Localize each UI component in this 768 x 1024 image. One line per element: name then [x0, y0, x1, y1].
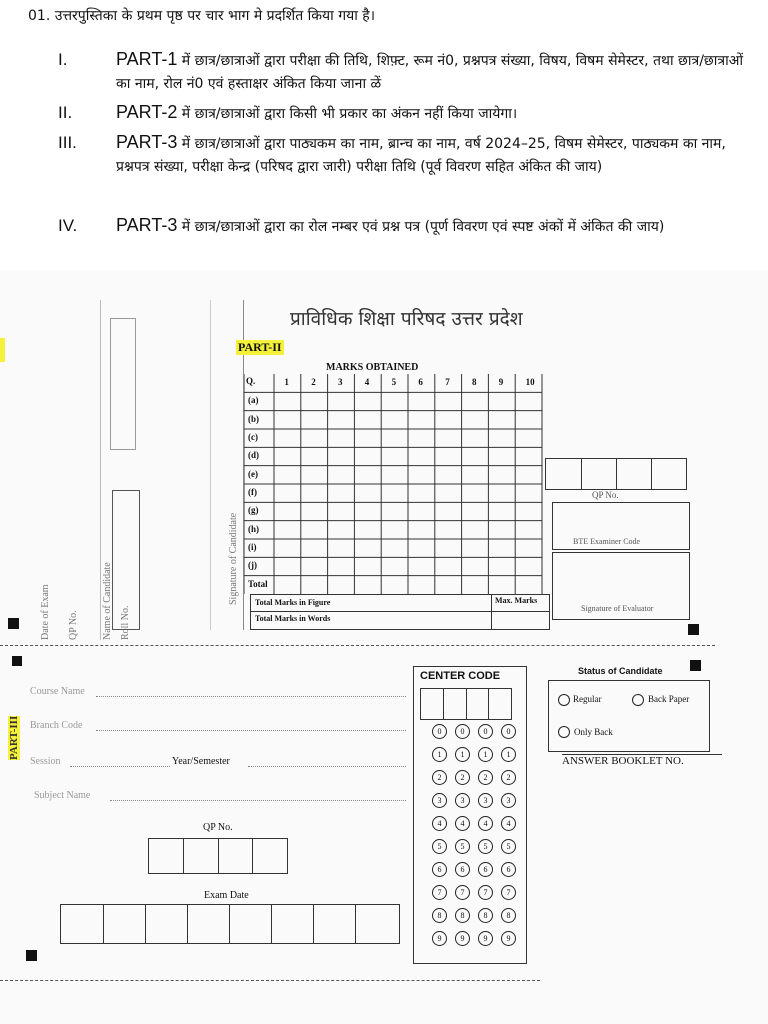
question-number: 6	[418, 377, 423, 387]
session-label: Session	[30, 756, 61, 767]
cut-line	[0, 980, 540, 981]
examiner-code-box[interactable]	[552, 502, 690, 550]
center-code-bubble[interactable]: 6	[432, 862, 447, 877]
item-text: में छात्र/छात्राओं द्वारा परीक्षा की तिथि, शिफ़्ट, रूम नं0, प्रश्नपत्र संख्या, विषय, विषम सेमेस्टर, तथा छात्र/छात्राओं का नाम, रोल नं0 एवं हस्ताक्षर अंकित किया जाना ळें	[116, 53, 744, 92]
center-code-bubble[interactable]: 0	[455, 724, 470, 739]
marks-grid-lines	[244, 374, 546, 594]
center-code-bubble[interactable]: 1	[501, 747, 516, 762]
center-code-bubble[interactable]: 2	[432, 770, 447, 785]
total-words-label: Total Marks in Words	[255, 614, 331, 623]
center-code-bubble[interactable]: 9	[478, 931, 493, 946]
branch-code-label: Branch Code	[30, 720, 83, 731]
center-code-bubble[interactable]: 6	[478, 862, 493, 877]
row-label: (d)	[248, 450, 259, 461]
highlight-mark	[0, 338, 5, 362]
row-label: (f)	[248, 487, 257, 497]
registration-mark	[8, 618, 19, 629]
left-vert-label-1: QP No.	[68, 610, 79, 640]
center-code-bubble[interactable]: 8	[501, 908, 516, 923]
marks-totals-box	[250, 594, 550, 630]
session-field[interactable]	[70, 766, 170, 767]
year-semester-field[interactable]	[248, 766, 406, 767]
row-label: (g)	[248, 505, 259, 516]
instruction-item-4	[58, 214, 748, 239]
row-label: Total	[248, 578, 268, 589]
regular-label: Regular	[573, 694, 602, 704]
row-label: (j)	[248, 560, 257, 571]
sheet-header: प्राविधिक शिक्षा परिषद उत्तर प्रदेश	[290, 308, 523, 330]
center-code-bubble[interactable]: 6	[501, 862, 516, 877]
course-name-label: Course Name	[30, 686, 85, 697]
center-code-bubble[interactable]: 7	[478, 885, 493, 900]
center-code-bubble[interactable]: 4	[455, 816, 470, 831]
only-back-label: Only Back	[574, 727, 613, 737]
question-number: 3	[338, 377, 343, 387]
item-numeral: IV.	[58, 216, 78, 235]
roll-no-boxes[interactable]	[112, 490, 140, 630]
item-numeral: II.	[58, 103, 73, 122]
center-code-bubble[interactable]: 9	[455, 931, 470, 946]
instruction-item-2	[58, 101, 748, 126]
subject-name-label: Subject Name	[34, 790, 91, 801]
registration-mark	[690, 660, 701, 671]
center-code-bubble[interactable]: 5	[432, 839, 447, 854]
part3-tag: PART-III	[8, 715, 20, 760]
name-candidate-label: Name of Candidate	[102, 562, 113, 640]
roll-no-label: Roll No.	[120, 605, 131, 640]
question-number: 8	[472, 377, 477, 387]
registration-mark	[26, 950, 37, 961]
item-part: PART-2	[116, 102, 178, 122]
instruction-heading: 01. उत्तरपुस्तिका के प्रथम पृष्ठ पर चार भाग मे प्रदर्शित किया गया है।	[28, 8, 376, 24]
center-code-bubble[interactable]: 9	[501, 931, 516, 946]
exam-date-label: Exam Date	[204, 890, 249, 901]
center-code-bubble[interactable]: 4	[432, 816, 447, 831]
center-code-bubble[interactable]: 5	[501, 839, 516, 854]
signature-candidate-label: Signature of Candidate	[228, 512, 239, 605]
course-name-field[interactable]	[96, 696, 406, 697]
question-number: 10	[525, 377, 535, 387]
center-code-bubble[interactable]: 0	[432, 724, 447, 739]
status-title: Status of Candidate	[578, 666, 663, 676]
center-code-bubble[interactable]: 7	[455, 885, 470, 900]
center-code-bubble[interactable]: 9	[432, 931, 447, 946]
question-number: 5	[391, 377, 397, 387]
subject-name-field[interactable]	[110, 800, 406, 801]
center-code-bubble[interactable]: 8	[432, 908, 447, 923]
item-numeral: III.	[58, 133, 77, 152]
center-code-bubble[interactable]: 5	[455, 839, 470, 854]
qp-no-boxes[interactable]	[545, 458, 687, 490]
cut-line	[0, 645, 715, 646]
answer-booklet-label: ANSWER BOOKLET NO.	[562, 754, 722, 767]
center-code-bubble[interactable]: 1	[478, 747, 493, 762]
item-part: PART-1	[116, 49, 178, 69]
center-code-bubble[interactable]: 2	[501, 770, 516, 785]
center-code-boxes[interactable]	[420, 688, 512, 720]
center-code-bubble[interactable]: 1	[432, 747, 447, 762]
item-text: में छात्र/छात्राओं द्वारा का रोल नम्बर एवं प्रश्न पत्र (पूर्ण विवरण एवं स्पष्ट अंकों में अंकित की जाय)	[177, 219, 665, 235]
center-code-bubble[interactable]: 0	[501, 724, 516, 739]
total-figure-label: Total Marks in Figure	[255, 598, 331, 607]
year-semester-label: Year/Semester	[172, 756, 230, 767]
item-text: में छात्र/छात्राओं द्वारा किसी भी प्रकार का अंकन नहीं किया जायेगा।	[177, 106, 518, 122]
max-marks-label: Max. Marks	[495, 596, 538, 605]
exam-date-boxes[interactable]	[60, 904, 400, 944]
center-code-bubble[interactable]: 4	[501, 816, 516, 831]
question-number: 9	[498, 377, 504, 387]
evaluator-signature-label: Signature of Evaluator	[581, 604, 654, 613]
question-number: 4	[364, 377, 370, 387]
center-code-bubble[interactable]: 8	[455, 908, 470, 923]
center-code-bubble[interactable]: 5	[478, 839, 493, 854]
branch-code-field[interactable]	[96, 730, 406, 731]
examiner-code-label: BTE Examiner Code	[573, 537, 641, 546]
center-code-bubble[interactable]: 3	[478, 793, 493, 808]
item-part: PART-3	[116, 215, 178, 235]
qp-no-right-label: QP No.	[592, 490, 619, 500]
instruction-item-1	[58, 48, 748, 96]
row-label: (b)	[248, 413, 259, 424]
q-label: Q.	[246, 376, 256, 386]
instruction-item-3	[58, 131, 748, 179]
center-code-bubble[interactable]: 3	[455, 793, 470, 808]
evaluator-signature-box[interactable]	[552, 552, 690, 620]
center-code-bubble[interactable]: 2	[478, 770, 493, 785]
center-code-bubble[interactable]: 3	[501, 793, 516, 808]
back-paper-radio[interactable]	[632, 694, 644, 706]
part2-tag: PART-II	[238, 340, 282, 354]
only-back-radio[interactable]	[558, 726, 570, 738]
center-code-bubble[interactable]: 0	[478, 724, 493, 739]
center-code-bubble[interactable]: 7	[501, 885, 516, 900]
marks-grid	[244, 374, 546, 594]
center-code-bubble[interactable]: 8	[478, 908, 493, 923]
center-code-bubble[interactable]: 2	[455, 770, 470, 785]
row-label: (e)	[248, 468, 258, 479]
row-label: (i)	[248, 542, 257, 552]
marks-obtained-title: MARKS OBTAINED	[326, 362, 419, 373]
item-numeral: I.	[58, 50, 68, 69]
row-label: (a)	[248, 395, 259, 406]
left-column-boxes	[110, 318, 136, 450]
registration-mark	[688, 624, 699, 635]
item-text: में छात्र/छात्राओं द्वारा पाठ्यकम का नाम, ब्रान्च का नाम, वर्ष 2024–25, विषम सेमेस्टर, पाठ्यकम का नाम, प्रश्नपत्र संख्या, परीक्षा केन्द्र (परिषद द्वारा जारी) परीक्षा तिथि (पूर्व विवरण सहित अंकित की जाय)	[116, 136, 726, 175]
status-box	[548, 680, 710, 752]
question-number: 2	[311, 377, 316, 387]
row-label: (h)	[248, 523, 259, 534]
item-part: PART-3	[116, 132, 178, 152]
question-number: 1	[284, 377, 289, 387]
left-vert-label-2: Date of Exam	[40, 584, 51, 640]
question-number: 7	[445, 377, 450, 387]
regular-radio[interactable]	[558, 694, 570, 706]
center-code-title: CENTER CODE	[420, 670, 501, 682]
registration-mark	[12, 656, 22, 666]
center-code-bubble[interactable]: 4	[478, 816, 493, 831]
center-code-bubble[interactable]: 7	[432, 885, 447, 900]
back-paper-label: Back Paper	[648, 694, 690, 704]
center-code-bubble[interactable]: 3	[432, 793, 447, 808]
row-label: (c)	[248, 432, 258, 442]
center-code-bubble[interactable]: 1	[455, 747, 470, 762]
qp-no-label: QP No.	[203, 822, 233, 833]
qp-no-input-boxes[interactable]	[148, 838, 288, 874]
center-code-bubble[interactable]: 6	[455, 862, 470, 877]
